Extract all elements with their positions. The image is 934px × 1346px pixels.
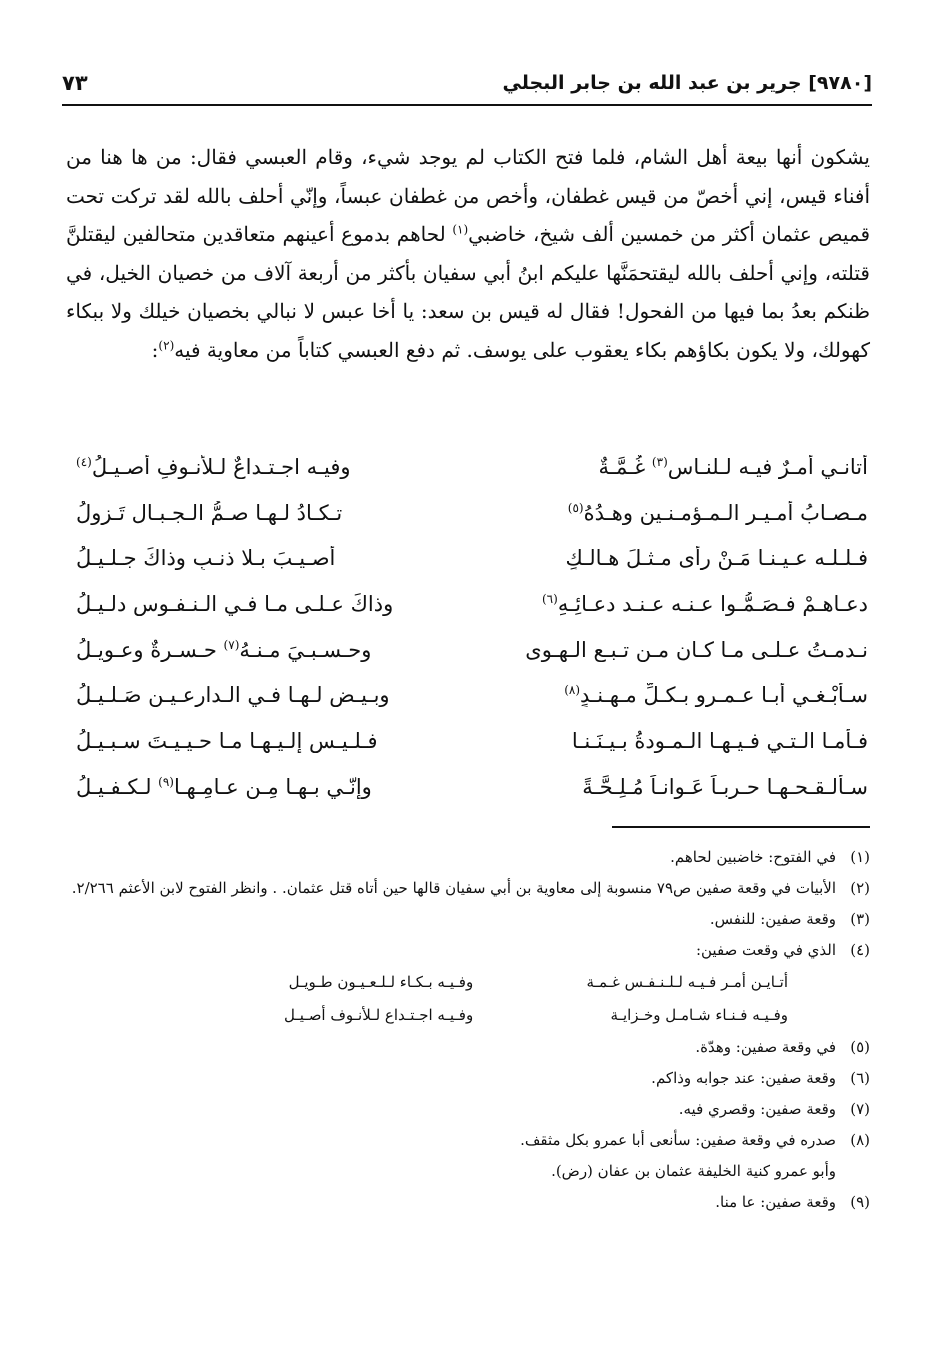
poem-second-hemistich: أُصـيـبَ بـلا ذنـبٍ وذاكَ جـلـيـلُ [76, 546, 336, 571]
poem-first-hemistich: نـدمـتُ عـلـى مـا كـان مـن تـبـعِ الـهـوى [525, 637, 868, 662]
footnote-4 [70, 935, 870, 966]
footnote-ref: (٤) [76, 454, 92, 469]
poem-line [66, 444, 870, 490]
footnote-text: وقعة صفين: للنفس. [709, 910, 836, 928]
footnote-text: الذي في وقعت صفين: [695, 941, 836, 959]
footnote-text: في الفتوح: خاضبين لحاهم. [670, 848, 836, 866]
header-rule [62, 104, 872, 106]
page-number: ٧٣ [62, 71, 88, 95]
poem-first-hemistich: فـلـلـه عـيـنـا مَـنْ رأى مـثـلَ هـالـكٍ [565, 546, 868, 571]
footnote-ref: (٣) [651, 454, 668, 469]
footnote-ref: (٨) [564, 683, 581, 698]
main-text [66, 138, 870, 369]
paragraph-part-1: يشكون أنها بيعة أهل الشام، فلما فتح الكتاب لم يوجد شيء، وقام العبسي فقال: من ها هنا من أفناء قيس، إني أخصّ من قيس غطفان، وأخص من غطفان عبساً، وإنّي أحلف بالله لقد تركت تحت قميص عثمان أكثر من خمسين ألف شيخ، خاضبي [66, 145, 871, 246]
footnote-mark: (٩) [850, 1193, 870, 1211]
footnote-mark: (٧) [850, 1100, 870, 1118]
footnote-poem-line [70, 966, 870, 999]
poem-first-hemistich: مـصـابُ أمـيـر الـمـؤمـنـين وهـدُهُ$^{(٥)}$ [567, 500, 868, 525]
poem-first-hemistich: وفـيـه فـنـاء شـامـل وخـزايـة [610, 1006, 788, 1024]
footnote-text: في وقعة صفين: وهدّة. [695, 1038, 836, 1056]
footnote-7 [70, 1094, 870, 1125]
paragraph-part-3: : [151, 337, 159, 362]
footnote-mark: (٣) [850, 910, 870, 928]
footnote-mark: (٨) [850, 1131, 870, 1149]
poem-line [66, 672, 870, 718]
footnote-1 [70, 842, 870, 873]
paragraph [66, 138, 870, 369]
poem-line [66, 627, 870, 673]
footnote-mark: (١) [850, 848, 870, 866]
footnote-mark: (٦) [850, 1069, 870, 1087]
poem-second-hemistich: وفيـه اجـتـداعٌ لـلأنـوفِ أصـيـلُ$^{(٤)}$ [76, 454, 351, 479]
poem-first-hemistich: سـأبْـغـي أبـا عـمـرٍو بـكـلِّ مـهـنـدٍ$^{(٨)}$ [564, 683, 868, 708]
chapter-title: [٩٧٨٠] جرير بن عبد الله بن جابر البجلي [502, 72, 872, 94]
poem-second-hemistich: وفـيـه اجـتـداع لـلأنـوف أصـيـل [284, 1006, 474, 1024]
footnote-poem-line [70, 999, 870, 1032]
poem-line [66, 581, 870, 627]
footnote-text: وقعة صفين: وقصري فيه. [678, 1100, 836, 1118]
poem-line [66, 535, 870, 581]
footnote-ref: (٥) [567, 500, 584, 515]
poem-line [66, 718, 870, 764]
footnote-text: الأبيات في وقعة صفين ص٧٩ منسوبة إلى معاوية بن أبي سفيان قالها حين أتاه قتل عثمان. . وانظر الفتوح لابن الأعثم ٢/٢٦٦. [71, 879, 836, 897]
poem-second-hemistich: وفـيـه بـكـاء لـلـعـيـون طـويـل [288, 973, 474, 991]
paragraph-part-2: لحاهم بدموع أعينهم متعاقدين متحالفين ليقتلنَّ قتلته، وإني أحلف بالله ليقتحمَنَّها عليكم ابنُ أبي سفيان بأكثر من أربعة آلاف من خصيان الخيل، في ظنكم بعدُ بما فيها من الفحول! فقال له قيس بن سعد: يا أخا عبس لا نبالي بخصيان خيلك ولا ببكاء كهولك، ولا يكون بكاؤهم بكاء يعقوب على يوسف. ثم دفع العبسي كتاباً من معاوية فيه [66, 222, 870, 362]
footnote-ref: (٦) [541, 591, 558, 606]
footnote-ref: (٧) [223, 637, 240, 652]
poem-second-hemistich: وإنّـي بـهـا مِـن عـامِـهـا$^{(٩)}$ لـكـفـيـلُ [76, 774, 372, 799]
footnote-text: وقعة صفين: عند جوابه وذاكم. [651, 1069, 836, 1087]
poem-second-hemistich: وبـيـض لـهـا فـي الـدارعـيـن صَـلـيـلُ [76, 683, 390, 708]
footnote-8 [70, 1125, 870, 1156]
running-head [62, 66, 872, 100]
footnote-ref: (٩) [158, 774, 174, 789]
footnote-5 [70, 1032, 870, 1063]
poem-second-hemistich: تـكـادُ لـهـا صـمُّ الـجـبـالِ تَـزولُ [76, 500, 343, 525]
footnote-2 [70, 873, 870, 904]
footnote-ref-2: (٢) [158, 337, 175, 352]
footnotes [70, 842, 870, 1218]
footnote-mark: (٤) [850, 941, 870, 959]
footnote-ref-1: (١) [452, 222, 469, 237]
poem-line [66, 764, 870, 810]
footnote-6 [70, 1063, 870, 1094]
footnote-rule [612, 826, 870, 828]
poem [66, 444, 870, 810]
footnote-8-continuation: وأبو عمرو كنية الخليفة عثمان بن عفان (رض). [551, 1162, 836, 1180]
poem-first-hemistich: أتـايـن أمـر فـيـه لـلـنـفـس غـمـة [586, 973, 788, 991]
poem-second-hemistich: وذاكَ عـلـى مـا فـي الـنـفـوسِ دلـيـلُ [76, 591, 394, 616]
poem-first-hemistich: فـأمـا الـتـي فـيـهـا الـمـودةُ بـيـنَـنـا [571, 728, 868, 753]
poem-first-hemistich: سـأُلـقـحـهـا حـربـاً عَـوانـاً مُـلِـحَّـةً [582, 774, 868, 799]
footnote-text: وقعة صفين: عا منا. [715, 1193, 836, 1211]
footnote-mark: (٢) [850, 879, 870, 897]
poem-second-hemistich: وحـسـبـيَ مـنـهُ$^{(٧)}$ حـسـرةٌ وعـويـلُ [76, 637, 372, 662]
footnote-text: صدره في وقعة صفين: سأنعى أبا عمرو بكل مثقف. [520, 1131, 836, 1149]
poem-first-hemistich: دعـاهـمْ فـصَـمُّـوا عـنـه عـنـد دعـائِـهِ$^{(٦)}$ [541, 591, 868, 616]
poem-second-hemistich: فـلـيـس إلـيـهـا مـا حـيـيـتَ سـبـيـلُ [76, 728, 378, 753]
poem-first-hemistich: أتانـي أمـرٌ فيـه لـلنـاسِ$^{(٣)}$ غُـمَّـةٌ [598, 454, 868, 479]
footnote-3 [70, 904, 870, 935]
footnote-9 [70, 1187, 870, 1218]
poem-line [66, 490, 870, 536]
footnote-mark: (٥) [850, 1038, 870, 1056]
